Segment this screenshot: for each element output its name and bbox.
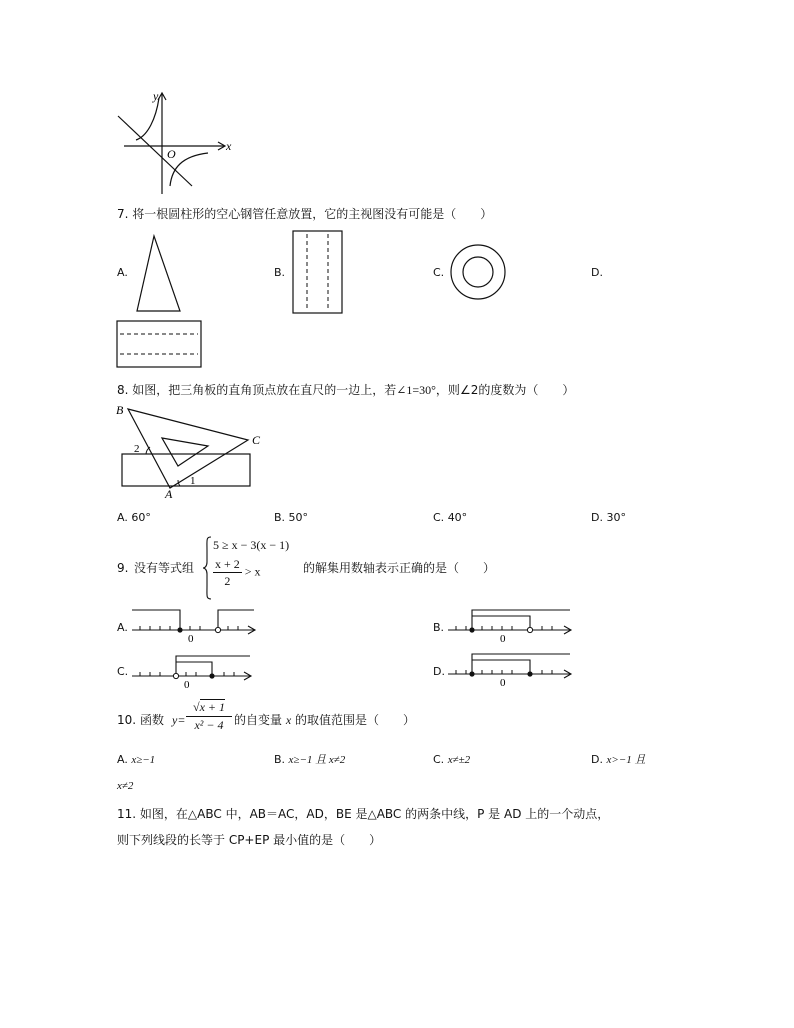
q8-option-a-label: A. [117, 511, 128, 524]
q8-angle1: ∠1=30° [396, 383, 436, 397]
x-axis-label: x [226, 139, 232, 153]
q9-fraction-den: 2 [224, 574, 231, 588]
q11-line-1 [117, 806, 609, 822]
q11-line1-text: 如图，在△ABC 中，AB＝AC，AD，BE 是△ABC 的两条中线，P 是 AD 上的一个动点， [139, 807, 610, 821]
q9-option-c-label: C. [117, 665, 129, 678]
q10-fraction-den: x² − 4 [194, 718, 224, 732]
q10-option-b-value: x≥−1 且 x≠2 [288, 754, 346, 766]
q10-text-after-1: 的自变量 [234, 713, 283, 727]
q10-option-d-cont: x≠2 [117, 780, 134, 792]
label-2: 2 [134, 443, 140, 455]
q10-option-c [433, 753, 470, 767]
q10-option-c-label: C. [433, 753, 445, 766]
q10-text-after [234, 712, 415, 728]
q7-option-a-triangle [134, 234, 184, 314]
q9-text-before: 没有等式组 [134, 561, 195, 575]
q8-option-d-label: D. [591, 511, 603, 524]
q7-option-b-label: B. [274, 266, 286, 279]
q8-option-a [117, 511, 151, 525]
q7-option-d-label: D. [591, 266, 603, 279]
q10-option-a-value: x≥−1 [131, 754, 156, 766]
q9-number-line-b [446, 606, 574, 646]
q10-text-before: 函数 [140, 713, 165, 727]
q9-a-zero: 0 [188, 633, 194, 644]
hyperbola-upper-branch [136, 98, 159, 140]
q8-option-c [433, 511, 467, 525]
hyperbola-lower-branch [170, 153, 208, 186]
q9-option-b-label: B. [433, 621, 445, 634]
q10-option-a-label: A. [117, 753, 128, 766]
q7-option-c-label: C. [433, 266, 445, 279]
q9-fraction [213, 556, 242, 589]
q9-number-line-a [130, 604, 262, 644]
q8-option-b-label: B. [274, 511, 286, 524]
q9-inequality-2 [213, 556, 261, 589]
q7-stem [117, 206, 492, 222]
q10-func-y: y= [172, 713, 186, 727]
q8-ruler-triangle-figure [114, 402, 266, 500]
q8-option-d [591, 511, 626, 525]
q9-number: 9. [117, 561, 129, 575]
q10-fraction [186, 699, 232, 733]
q10-option-c-value: x≠±2 [447, 754, 471, 766]
q10-option-d-value: x>−1 且 [606, 754, 646, 766]
q8-text-before: 如图，把三角板的直角顶点放在直尺的一边上，若 [132, 383, 397, 397]
q10-option-b-label: B. [274, 753, 286, 766]
label-A: A [165, 487, 173, 500]
q8-option-b [274, 511, 308, 525]
q8-angle2: ∠2 [459, 383, 479, 397]
q9-number-line-d [446, 650, 574, 690]
q10-option-a [117, 753, 155, 767]
q11-number: 11. [117, 807, 137, 821]
q8-option-c-value: 40° [447, 511, 468, 524]
q7-number: 7. [117, 207, 129, 221]
q9-option-a-label: A. [117, 621, 128, 634]
sqrt-icon: √ [192, 700, 200, 714]
q7-text: 将一根圆柱形的空心钢管任意放置，它的主视图没有可能是（ ） [132, 207, 493, 221]
q8-text-after: 的度数为（ ） [478, 383, 575, 397]
q10-option-d-label: D. [591, 753, 603, 766]
triangle-outer [128, 409, 248, 488]
q10-fraction-num-text: x + 1 [199, 700, 226, 714]
q9-d-zero: 0 [500, 677, 506, 689]
ruler [122, 454, 250, 486]
q8-option-a-value: 60° [131, 511, 151, 524]
label-1: 1 [190, 475, 196, 487]
q8-number: 8. [117, 383, 129, 397]
q7-option-a-label: A. [117, 266, 128, 279]
q9-number-line-c [130, 650, 254, 690]
y-axis-label: y [153, 89, 159, 103]
triangle-inner [162, 438, 208, 466]
q11-line-2: 则下列线段的长等于 CP+EP 最小值的是（ ） [117, 833, 382, 847]
q9-inequality-1: 5 ≥ x − 3(x − 1) [213, 538, 290, 552]
q7-option-b-rect [292, 230, 344, 316]
q9-fraction-num: x + 2 [215, 557, 240, 571]
q10-fraction-num [186, 699, 232, 717]
q10-option-b [274, 753, 345, 767]
q8-option-c-label: C. [433, 511, 445, 524]
q7-option-d-rect [116, 320, 204, 370]
q9-text-after: 的解集用数轴表示正确的是（ ） [303, 561, 496, 575]
q8-option-d-value: 30° [606, 511, 626, 524]
q9-brace [202, 536, 212, 600]
linear-graph-line [118, 116, 192, 186]
q10-number: 10. [117, 713, 137, 727]
origin-label: O [167, 147, 176, 161]
q9-b-zero: 0 [500, 633, 506, 645]
q7-option-c-rings [449, 243, 507, 301]
q8-option-b-value: 50° [288, 511, 309, 524]
function-graph-figure [112, 88, 240, 198]
label-C: C [252, 433, 261, 447]
q10-option-d [591, 753, 645, 767]
q10-text-end: 的取值范围是（ ） [295, 713, 416, 727]
q8-text-mid: ，则 [435, 383, 460, 397]
q9-option-d-label: D. [433, 665, 445, 678]
q9-c-zero: 0 [184, 679, 190, 690]
q10-var: x [285, 713, 292, 727]
label-B: B [116, 403, 124, 417]
q9-ineq2-rest: > x [244, 564, 261, 579]
q8-stem [117, 382, 574, 398]
